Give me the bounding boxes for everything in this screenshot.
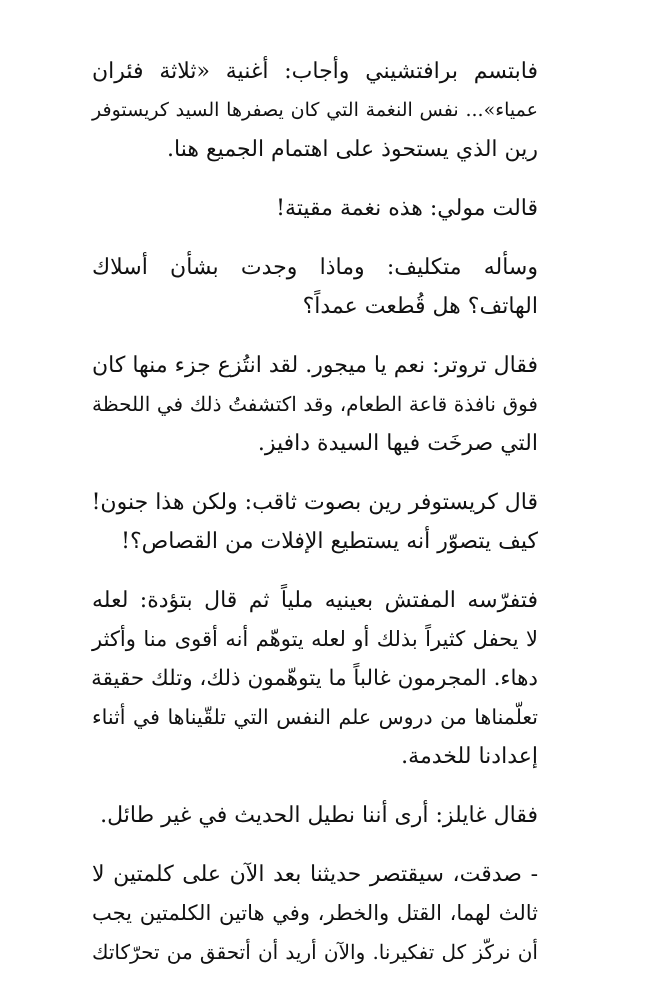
text-line: الهاتف؟ هل قُطعت عمداً؟	[302, 294, 538, 319]
paragraph	[92, 248, 538, 326]
text-line: ثالث لهما، القتل والخطر، وفي هاتين الكلمتين يجب	[92, 901, 538, 925]
paragraph	[92, 346, 538, 463]
book-page-text	[92, 52, 538, 992]
paragraph	[92, 581, 538, 776]
text-line: قال كريستوفر رين بصوت ثاقب: ولكن هذا جنون!	[91, 490, 538, 515]
text-line: فقال غايلز: أرى أننا نطيل الحديث في غير طائل.	[100, 803, 538, 828]
text-line: رين الذي يستحوذ على اهتمام الجميع هنا.	[167, 137, 538, 162]
text-line: إعدادنا للخدمة.	[401, 744, 538, 769]
text-line: كيف يتصوّر أنه يستطيع الإفلات من القصاص؟!	[121, 529, 538, 554]
paragraph	[92, 52, 538, 169]
text-line: - صدقت، سيقتصر حديثنا بعد الآن على كلمتين لا	[92, 862, 538, 887]
text-line: لا يحفل كثيراً بذلك أو لعله يتوهّم أنه أقوى منا وأكثر	[92, 627, 538, 651]
text-line: أن نركّز كل تفكيرنا. والآن أريد أن أتحقق من تحرّكاتك	[92, 940, 538, 964]
text-line: دهاء. المجرمون غالباً ما يتوهّمون ذلك، وتلك حقيقة	[91, 666, 538, 691]
paragraph	[92, 189, 538, 228]
text-line: عمياء»... نفس النغمة التي كان يصفرها السيد كريستوفر	[92, 99, 538, 121]
text-line: وسأله متكليف: وماذا وجدت بشأن أسلاك	[92, 255, 538, 280]
text-line: التي صرخَت فيها السيدة دافيز.	[257, 431, 538, 456]
text-line: فتفرّسه المفتش بعينيه ملياً ثم قال بتؤدة: لعله	[92, 588, 538, 613]
text-line: فوق نافذة قاعة الطعام، وقد اكتشفتُ ذلك في اللحظة	[92, 392, 538, 416]
text-line: فقال تروتر: نعم يا ميجور. لقد انتُزع جزء منها كان	[92, 353, 538, 378]
text-line: تعلّمناها من دروس علم النفس التي تلقّيناها في أثناء	[92, 705, 538, 729]
text-line: فابتسم برافتشيني وأجاب: أغنية «ثلاثة فئران	[92, 59, 538, 84]
text-line: قالت مولي: هذه نغمة مقيتة!	[276, 196, 538, 221]
paragraph	[92, 855, 538, 972]
paragraph	[92, 796, 538, 835]
paragraph	[92, 483, 538, 561]
